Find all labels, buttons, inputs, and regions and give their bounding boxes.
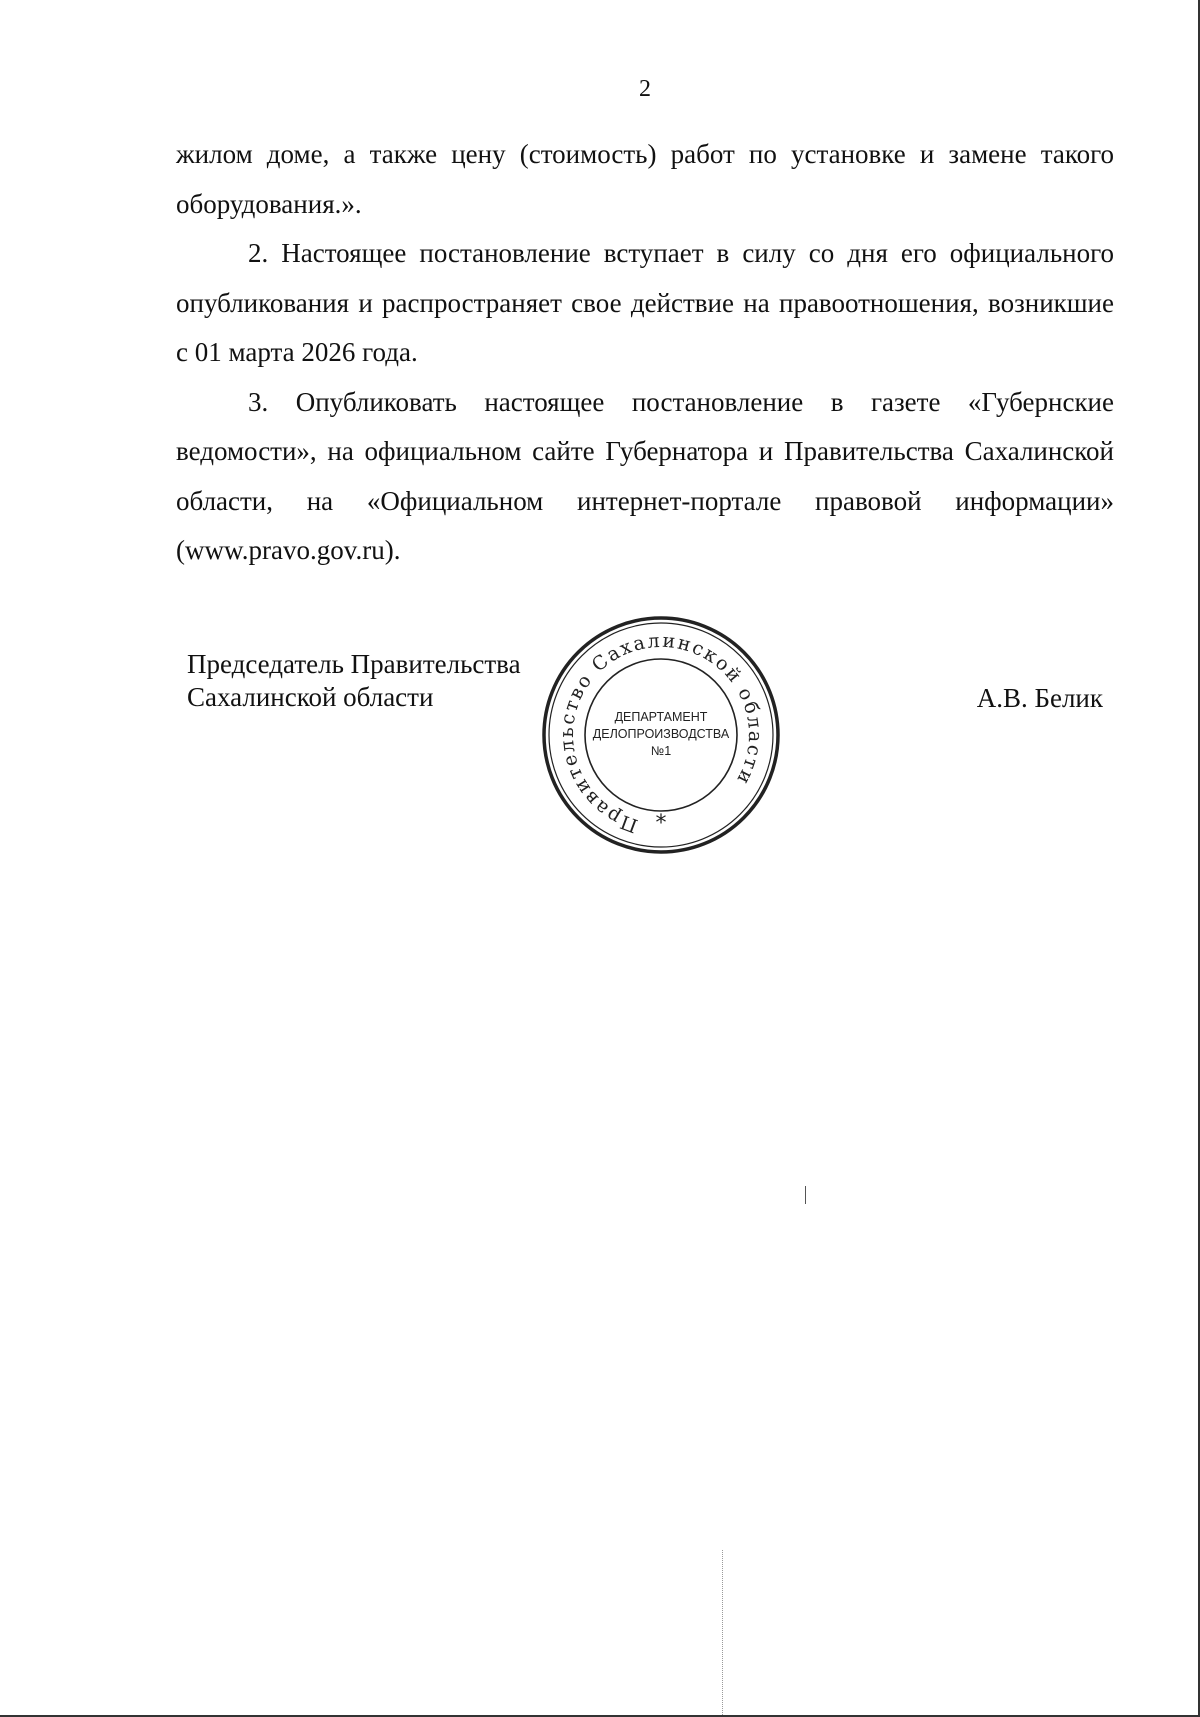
signatory-title-line-1: Председатель Правительства <box>187 649 521 679</box>
seal-center-line-1: ДЕПАРТАМЕНТ <box>614 710 708 724</box>
seal-center-line-3: №1 <box>650 744 672 758</box>
paragraph-continuation: жилом доме, а также цену (стоимость) работ по установке и замене такого оборудования.». <box>176 139 1114 219</box>
seal-graphic <box>540 614 782 856</box>
seal-ring-textpath: Правительство Сахалинской области <box>555 629 767 837</box>
document-body <box>176 130 1114 576</box>
seal-center-line-2: ДЕЛОПРОИЗВОДСТВА <box>592 727 730 741</box>
signatory-title-line-2: Сахалинской области <box>187 682 434 712</box>
paragraph-item-2: 2. Настоящее постановление вступает в силу со дня его официального опубликования и распространяет свое действие на правоотношения, возникшие с 01 марта 2026 года. <box>176 238 1114 367</box>
signatory-title <box>187 648 521 714</box>
page-number: 2 <box>639 76 651 102</box>
official-seal-stamp <box>540 614 782 856</box>
signatory-name: А.В. Белик <box>976 683 1103 713</box>
scan-fold-line <box>722 1550 723 1717</box>
paragraph-item-3: 3. Опубликовать настоящее постановление в газете «Губернские ведомости», на официальном сайте Губернатора и Правительства Сахалинской области, на «Официальном интернет-портале правовой информации» (www.pravo.gov.ru). <box>176 386 1114 565</box>
scan-artifact-mark <box>805 1186 806 1204</box>
seal-star: * <box>655 811 667 836</box>
